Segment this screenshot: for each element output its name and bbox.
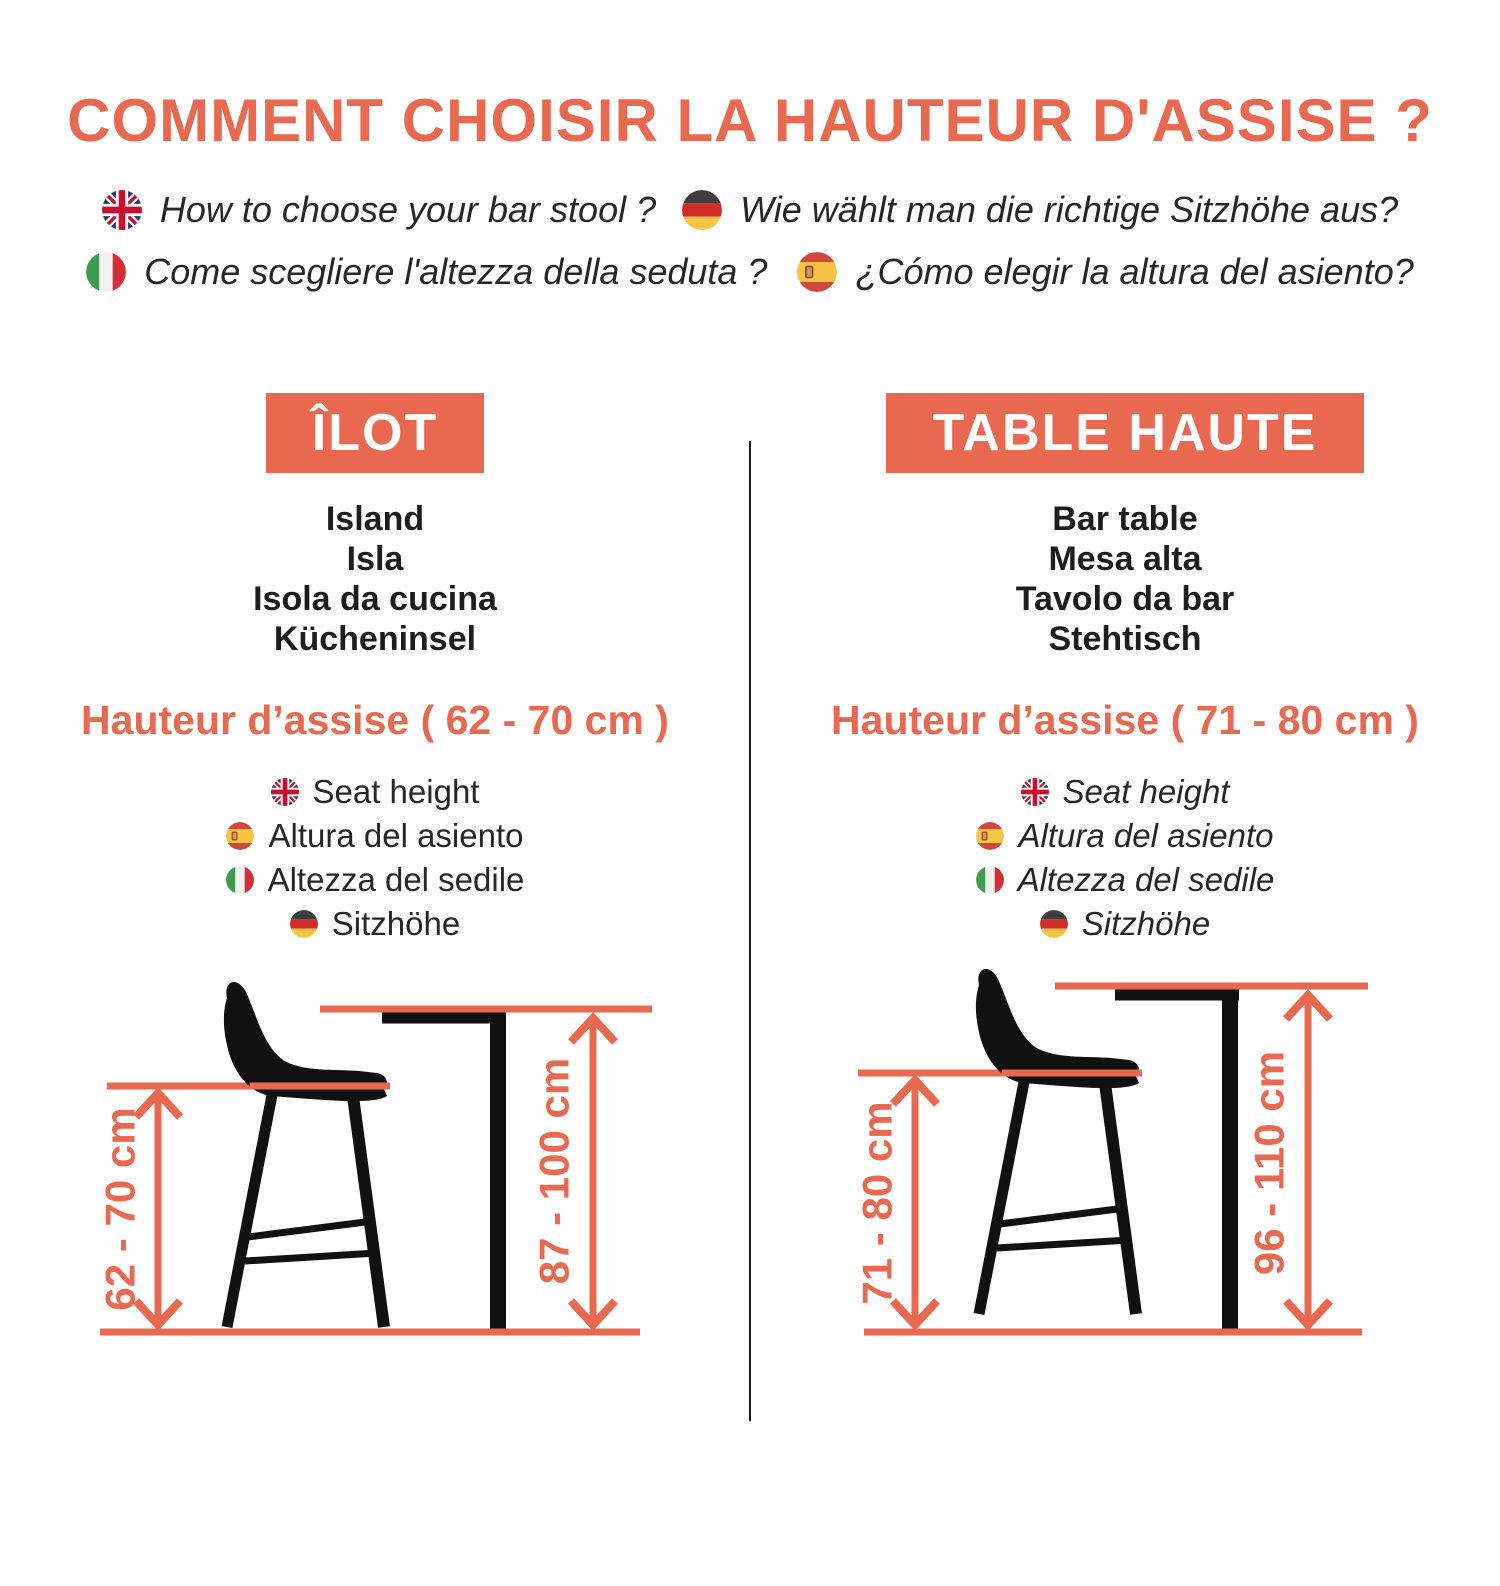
intro-item-german xyxy=(682,189,1398,231)
table-haute-table-arrow xyxy=(1286,995,1330,1325)
table-haute-table-top-bar xyxy=(1115,990,1239,1001)
column-divider xyxy=(749,441,751,1421)
table-haute-translations xyxy=(1016,499,1235,659)
seat-label-text: Sitzhöhe xyxy=(331,905,461,942)
translation-line: Kücheninsel xyxy=(273,620,477,658)
intro-text-english: How to choose your bar stool ? xyxy=(159,189,657,230)
intro-text-german: Wie wählt man die richtige Sitzhöhe aus? xyxy=(740,189,1399,230)
seat-label-text: Sitzhöhe xyxy=(1081,905,1211,942)
intro-text-italian: Come scegliere l'altezza della seduta ? xyxy=(144,251,768,292)
table-haute-table-leg xyxy=(1222,990,1238,1329)
italy-flag-icon xyxy=(86,252,126,292)
column-ilot xyxy=(0,393,750,1395)
seat-label-row xyxy=(1021,774,1230,809)
translation-line: Bar table xyxy=(1052,500,1198,538)
seat-label-row xyxy=(976,862,1275,897)
seat-label-text: Altura del asiento xyxy=(1018,817,1274,854)
bar-stool-silhouette xyxy=(224,982,390,1327)
table-haute-table-range-label: 96 - 110 cm xyxy=(1245,1050,1293,1276)
translation-line: Mesa alta xyxy=(1048,540,1202,578)
uk-flag-icon xyxy=(271,778,299,806)
ilot-seat-height-title: Hauteur d’assise ( 62 - 70 cm ) xyxy=(81,697,669,743)
column-table-haute xyxy=(750,393,1500,1395)
intro-row-2 xyxy=(0,251,1500,293)
page-title: COMMENT CHOISIR LA HAUTEUR D'ASSISE ? xyxy=(67,87,1433,154)
seat-label-row xyxy=(226,862,525,897)
ilot-header: ÎLOT xyxy=(266,393,484,473)
comparison-columns xyxy=(0,393,1500,1395)
seat-label-text: Altura del asiento xyxy=(268,817,524,854)
uk-flag-icon xyxy=(102,190,142,230)
bar-stool-silhouette xyxy=(976,969,1142,1314)
italy-flag-icon xyxy=(976,866,1004,894)
table-haute-seat-range-label: 71 - 80 cm xyxy=(853,1101,901,1305)
uk-flag-icon xyxy=(1021,778,1049,806)
spain-flag-icon xyxy=(226,822,254,850)
spain-flag-icon xyxy=(797,252,837,292)
table-haute-diagram xyxy=(785,965,1465,1395)
seat-label-text: Altezza del sedile xyxy=(1017,861,1275,898)
ilot-translations xyxy=(253,499,497,659)
seat-label-row xyxy=(1040,906,1210,941)
germany-flag-icon xyxy=(1040,910,1068,938)
seat-label-row xyxy=(271,774,480,809)
translation-line: Island xyxy=(325,500,425,538)
ilot-table-top-bar xyxy=(382,1013,506,1024)
translation-line: Isola da cucina xyxy=(253,580,497,618)
seat-label-row xyxy=(976,818,1273,853)
ilot-table-range-label: 87 - 100 cm xyxy=(530,1057,578,1285)
intro-item-english xyxy=(102,189,656,231)
table-haute-header: TABLE HAUTE xyxy=(886,393,1363,473)
seat-label-text: Altezza del sedile xyxy=(267,861,525,898)
intro-item-italian xyxy=(86,251,767,293)
translation-line: Stehtisch xyxy=(1048,620,1202,658)
intro-row-1 xyxy=(0,189,1500,231)
germany-flag-icon xyxy=(290,910,318,938)
ilot-table-leg xyxy=(490,1013,506,1329)
intro-text-spanish: ¿Cómo elegir la altura del asiento? xyxy=(855,251,1414,292)
ilot-table-arrow xyxy=(571,1018,615,1325)
seat-label-text: Seat height xyxy=(1062,773,1230,810)
italy-flag-icon xyxy=(226,866,254,894)
spain-flag-icon xyxy=(976,822,1004,850)
table-haute-seat-height-title: Hauteur d’assise ( 71 - 80 cm ) xyxy=(831,697,1419,743)
ilot-diagram xyxy=(35,965,715,1395)
germany-flag-icon xyxy=(682,190,722,230)
intro-item-spanish xyxy=(797,251,1413,293)
seat-label-row xyxy=(226,818,523,853)
table-haute-seat-height-labels xyxy=(976,774,1275,941)
seat-label-row xyxy=(290,906,460,941)
seat-label-text: Seat height xyxy=(312,773,480,810)
ilot-seat-range-label: 62 - 70 cm xyxy=(96,1107,144,1311)
translation-line: Isla xyxy=(346,540,404,578)
ilot-seat-height-labels xyxy=(226,774,525,941)
translation-line: Tavolo da bar xyxy=(1015,580,1235,618)
